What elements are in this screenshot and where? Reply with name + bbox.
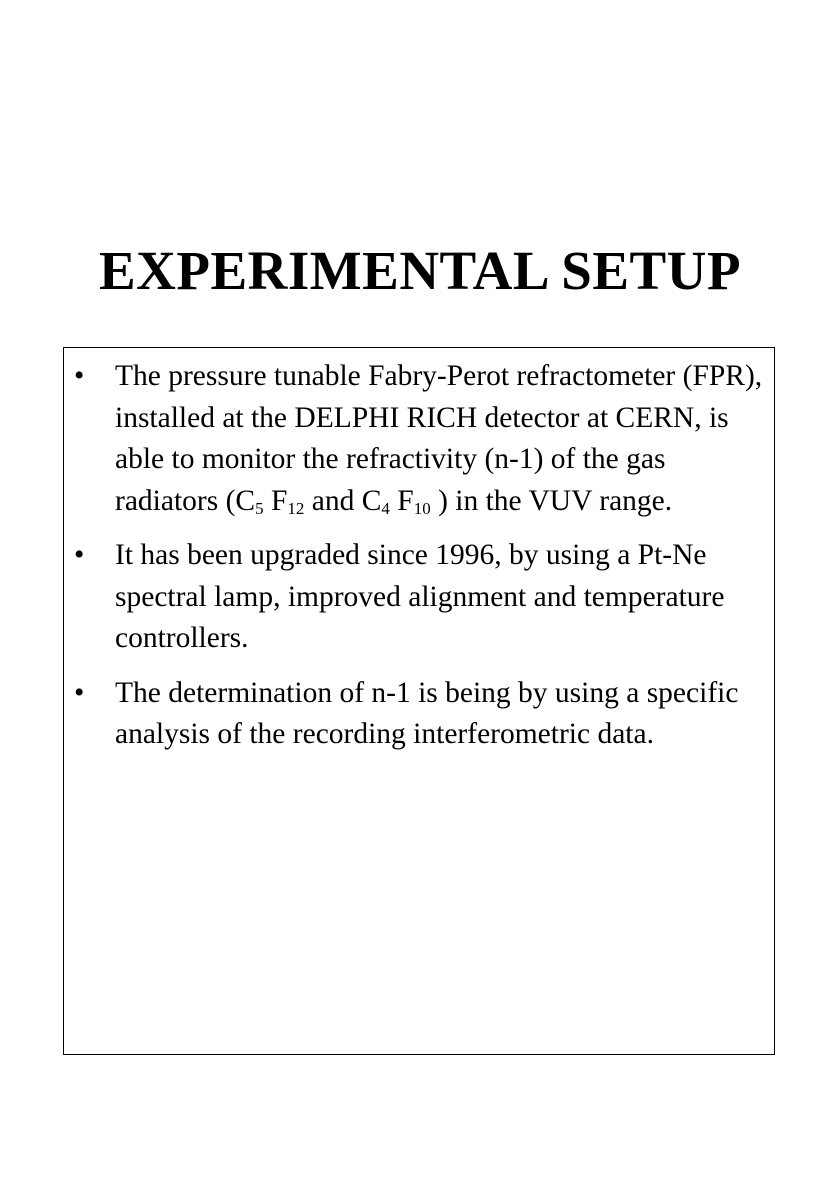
text-segment: ) in the VUV range.	[430, 484, 673, 517]
content-box	[63, 347, 775, 1055]
bullet-text-determination: The determination of n-1 is being by using a specific analysis of the recording interferometric data.	[115, 676, 739, 750]
bullet-item-upgrade	[74, 535, 770, 660]
subscript: 12	[287, 498, 305, 518]
subscript: 5	[255, 498, 264, 518]
bullet-item-fpr	[74, 356, 770, 522]
text-segment: F	[389, 484, 414, 517]
subscript: 10	[413, 498, 431, 518]
bullet-text-fpr	[115, 360, 762, 517]
subscript: 4	[381, 498, 390, 518]
bullet-icon: •	[74, 676, 85, 709]
text-segment: The pressure tunable Fabry-Perot refractometer (FPR), installed at the DELPHI RICH detector at CERN, is able to monitor the refractivity (n-1) of the gas radiators (C	[115, 360, 763, 517]
text-segment: F	[263, 484, 288, 517]
bullet-list	[74, 356, 770, 769]
bullet-icon: •	[74, 360, 85, 392]
bullet-text-upgrade: It has been upgraded since 1996, by using a Pt-Ne spectral lamp, improved alignment and temperature controllers.	[115, 539, 725, 654]
bullet-item-determination	[74, 673, 770, 756]
text-segment: and C	[304, 484, 382, 517]
slide-title: EXPERIMENTAL SETUP	[98, 240, 742, 301]
bullet-icon: •	[74, 539, 85, 571]
